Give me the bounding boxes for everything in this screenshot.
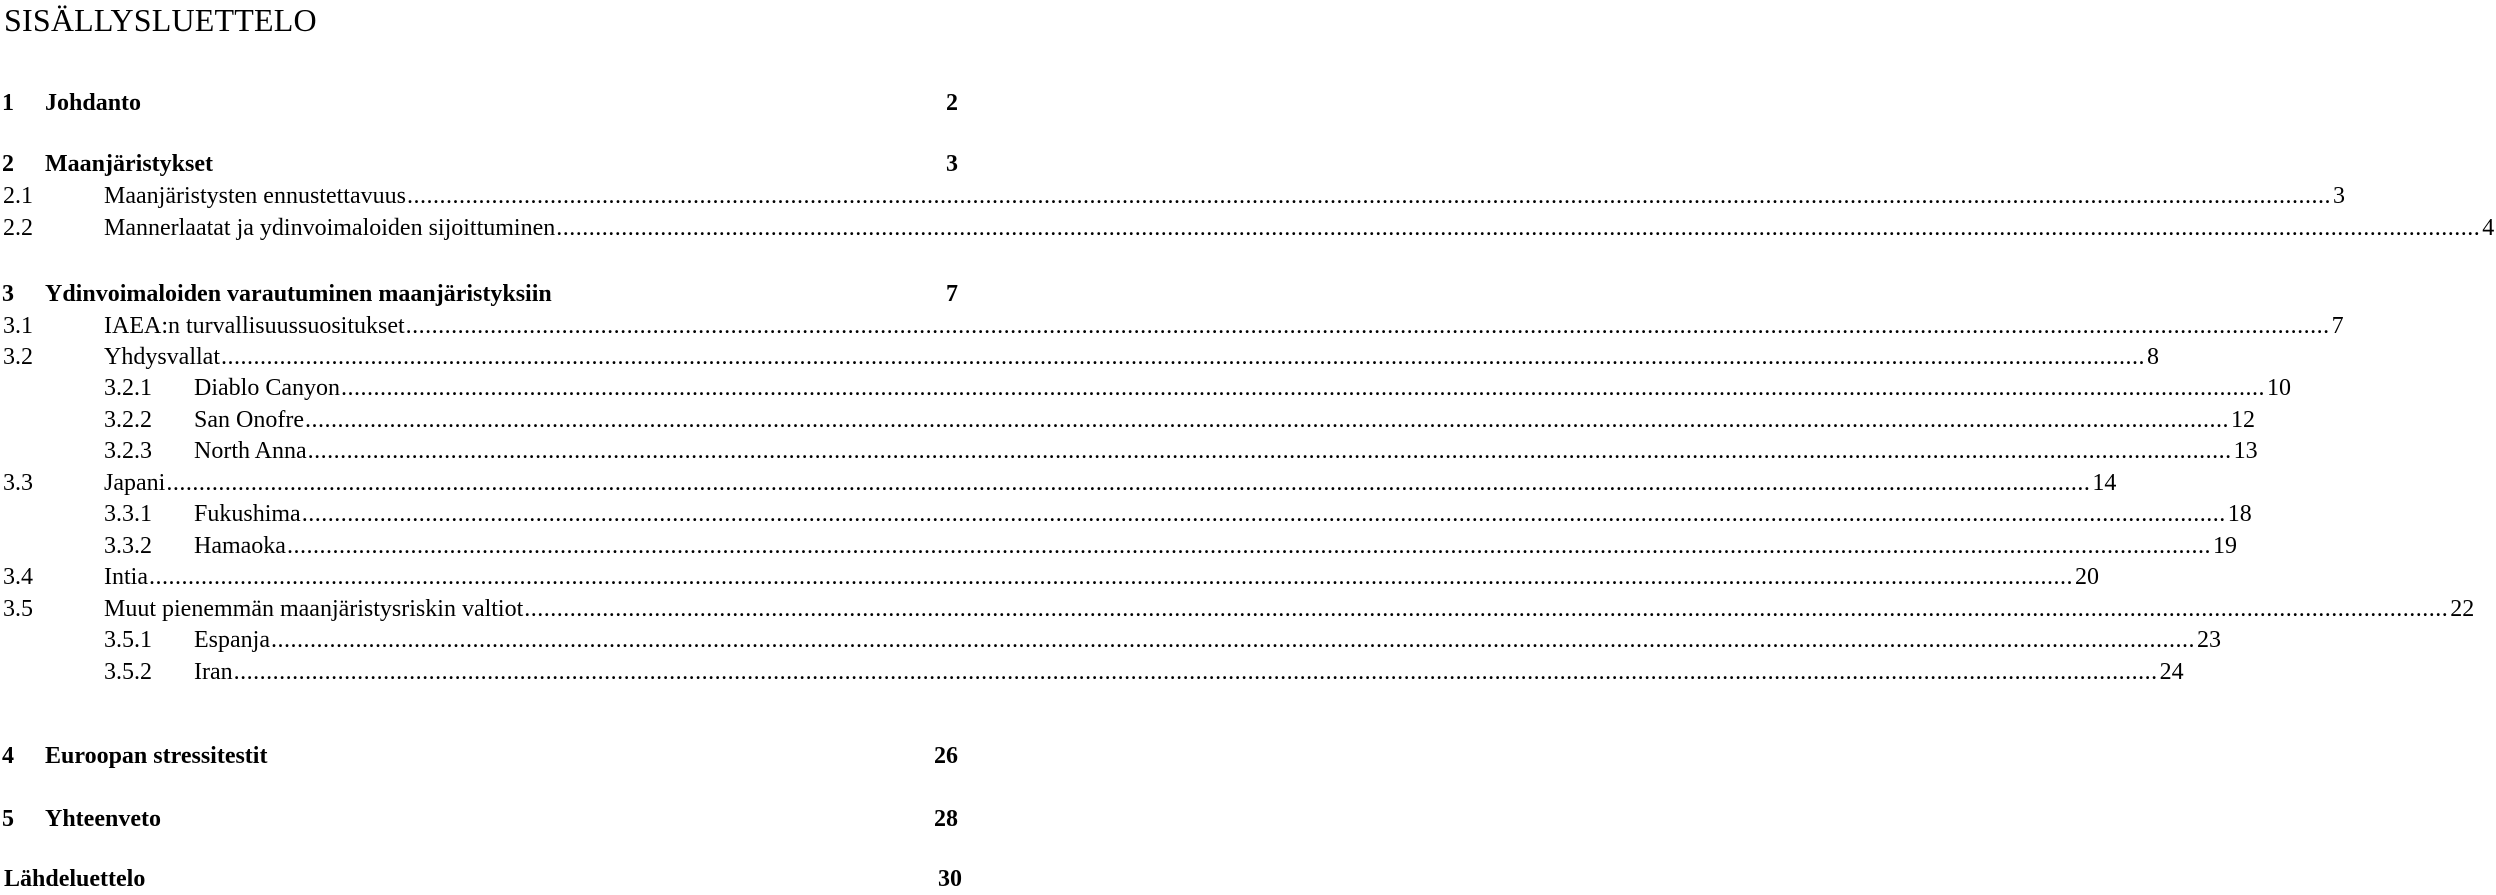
toc-dot-leader [302, 498, 2226, 530]
toc-entry-page: 20 [2074, 564, 2099, 590]
toc-entry-section-2-2[interactable] [0, 212, 2495, 244]
toc-entry-chapter-1[interactable] [0, 87, 960, 119]
toc-entry-page: 30 [938, 866, 962, 892]
toc-dot-leader [407, 180, 2331, 212]
toc-entry-page: 7 [2331, 313, 2344, 339]
toc-entry-page: 3 [946, 151, 958, 177]
toc-entry-label: Fukushima [194, 501, 301, 527]
toc-entry-subsection-3-5-2[interactable] [0, 656, 2184, 688]
toc-entry-page: 12 [2230, 407, 2255, 433]
toc-entry-page: 28 [934, 806, 958, 832]
toc-entry-page: 13 [2233, 438, 2258, 464]
toc-entry-number: 3.3 [3, 470, 33, 496]
toc-entry-chapter-4[interactable] [0, 740, 960, 772]
toc-entry-label: Mannerlaatat ja ydinvoimaloiden sijoittuminen [104, 215, 556, 241]
toc-dot-leader [308, 435, 2232, 467]
toc-entry-number: 4 [2, 743, 14, 769]
toc-entry-number: 2 [2, 151, 14, 177]
toc-entry-number: 3.2.3 [104, 438, 152, 464]
toc-entry-number: 3.2.1 [104, 375, 152, 401]
toc-entry-label: Yhteenveto [45, 806, 161, 832]
toc-entry-page: 14 [2092, 470, 2117, 496]
toc-entry-page: 19 [2212, 533, 2237, 559]
toc-entry-section-3-4[interactable] [0, 561, 2099, 593]
toc-entry-label: Intia [104, 564, 148, 590]
toc-entry-number: 3.3.2 [104, 533, 152, 559]
toc-dot-leader [234, 656, 2158, 688]
toc-entry-page: 7 [946, 281, 958, 307]
toc-entry-number: 3 [2, 281, 14, 307]
toc-entry-label: Muut pienemmän maanjäristysriskin valtiot [104, 596, 524, 622]
toc-entry-label: Yhdysvallat [104, 344, 220, 370]
toc-entry-number: 2.2 [3, 215, 33, 241]
toc-entry-label: San Onofre [194, 407, 304, 433]
toc-dot-leader [524, 593, 2448, 625]
toc-entry-page: 2 [946, 90, 958, 116]
toc-entry-page: 8 [2146, 344, 2159, 370]
toc-dot-leader [287, 530, 2211, 562]
toc-entry-subsection-3-3-2[interactable] [0, 530, 2237, 562]
page-title: SISÄLLYSLUETTELO [4, 2, 317, 38]
toc-entry-label: Ydinvoimaloiden varautuminen maanjäristyksiin [45, 281, 552, 307]
toc-entry-page: 4 [2482, 215, 2495, 241]
toc-entry-number: 3.2.2 [104, 407, 152, 433]
toc-entry-chapter-5[interactable] [0, 803, 960, 835]
toc-dot-leader [149, 561, 2073, 593]
toc-entry-label: Espanja [194, 627, 270, 653]
toc-entry-page: 26 [934, 743, 958, 769]
toc-entry-page: 10 [2266, 375, 2291, 401]
toc-entry-section-3-3[interactable] [0, 467, 2117, 499]
toc-entry-number: 2.1 [3, 183, 33, 209]
toc-entry-number: 3.1 [3, 313, 33, 339]
toc-entry-label: Euroopan stressitestit [45, 743, 268, 769]
toc-entry-label: Maanjäristysten ennustettavuus [104, 183, 406, 209]
toc-entry-number: 3.2 [3, 344, 33, 370]
toc-dot-leader [406, 310, 2330, 342]
toc-entry-section-2-1[interactable] [0, 180, 2345, 212]
toc-entry-subsection-3-5-1[interactable] [0, 624, 2221, 656]
toc-entry-label: Diablo Canyon [194, 375, 340, 401]
toc-entry-chapter-3[interactable] [0, 278, 960, 310]
toc-entry-section-3-2[interactable] [0, 341, 2159, 373]
toc-entry-page: 24 [2159, 659, 2184, 685]
toc-dot-leader [271, 624, 2195, 656]
toc-entry-label: IAEA:n turvallisuussuositukset [104, 313, 405, 339]
toc-entry-section-3-5[interactable] [0, 593, 2475, 625]
toc-dot-leader [556, 212, 2480, 244]
toc-dot-leader [305, 404, 2229, 436]
toc-entry-subsection-3-2-3[interactable] [0, 435, 2258, 467]
toc-entry-references[interactable] [0, 863, 964, 895]
toc-entry-label: Iran [194, 659, 233, 685]
toc-entry-label: Maanjäristykset [45, 151, 213, 177]
toc-entry-page: 23 [2196, 627, 2221, 653]
toc-entry-label: Hamaoka [194, 533, 286, 559]
toc-entry-number: 3.5 [3, 596, 33, 622]
toc-entry-label: North Anna [194, 438, 307, 464]
toc-entry-chapter-2[interactable] [0, 148, 960, 180]
toc-entry-subsection-3-3-1[interactable] [0, 498, 2252, 530]
toc-dot-leader [341, 372, 2265, 404]
toc-entry-number: 3.5.1 [104, 627, 152, 653]
toc-entry-subsection-3-2-1[interactable] [0, 372, 2291, 404]
toc-entry-label: Japani [104, 470, 166, 496]
toc-entry-number: 3.4 [3, 564, 33, 590]
toc-entry-page: 22 [2450, 596, 2475, 622]
toc-entry-subsection-3-2-2[interactable] [0, 404, 2255, 436]
toc-dot-leader [166, 467, 2090, 499]
toc-entry-number: 5 [2, 806, 14, 832]
toc-entry-page: 18 [2227, 501, 2252, 527]
toc-entry-number: 3.5.2 [104, 659, 152, 685]
toc-entry-label: Lähdeluettelo [4, 866, 146, 892]
toc-entry-number: 3.3.1 [104, 501, 152, 527]
toc-entry-section-3-1[interactable] [0, 310, 2344, 342]
toc-entry-number: 1 [2, 90, 14, 116]
toc-entry-page: 3 [2332, 183, 2345, 209]
toc-dot-leader [221, 341, 2145, 373]
toc-entry-label: Johdanto [45, 90, 142, 116]
